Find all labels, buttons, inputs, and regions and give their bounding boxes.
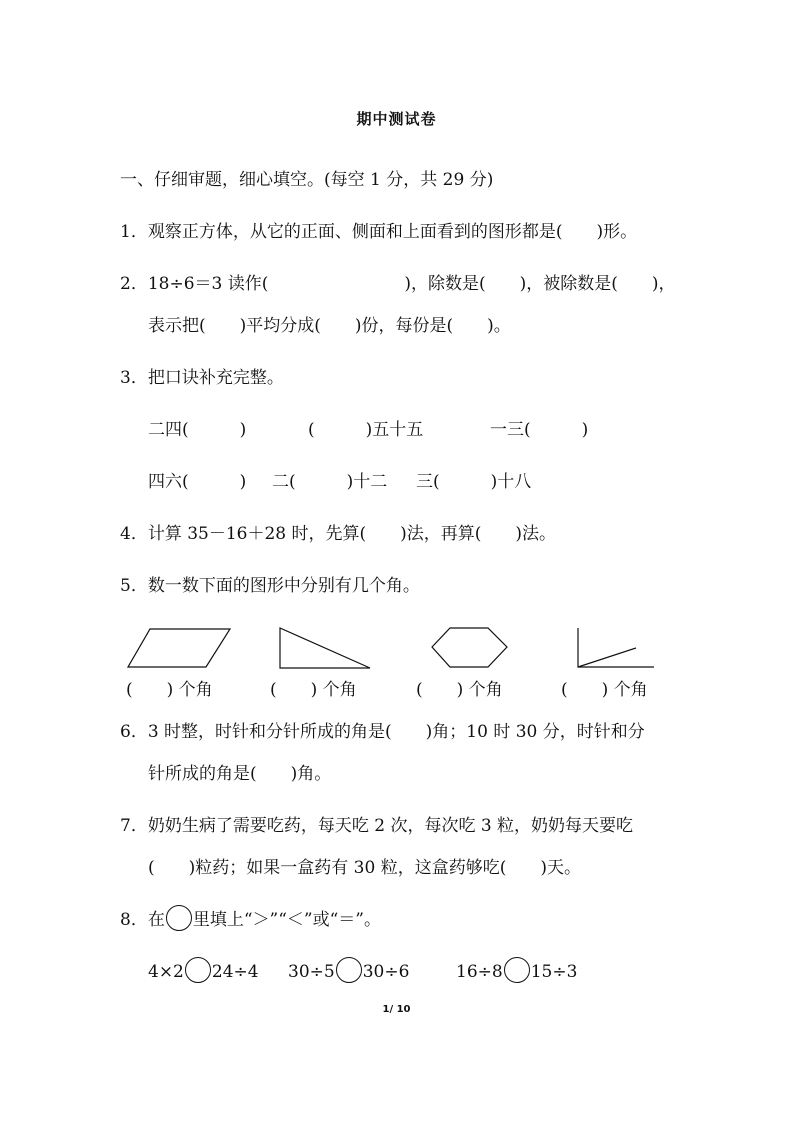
question-7-line-2: ( )粒药；如果一盒药有 30 粒，这盒药够吃( )天。: [148, 858, 581, 878]
compare-circle-1[interactable]: [185, 957, 211, 983]
angle-figure: [574, 626, 658, 670]
compare-circle-3[interactable]: [504, 957, 530, 983]
question-6-line-1: 6．3 时整，时针和分针所成的角是( )角；10 时 30 分，时针和分: [120, 722, 645, 742]
question-8: [120, 910, 381, 931]
q8-item-3: [456, 962, 577, 983]
q3-row1-item2: ( )五十五: [308, 420, 424, 440]
triangle-figure: [278, 626, 374, 670]
q8-item-3-left: 16÷8: [456, 962, 503, 982]
q3-row1-item1: 二四( ): [148, 420, 247, 440]
q8-item-3-right: 15÷3: [530, 962, 578, 982]
hexagon-figure: [430, 626, 510, 670]
question-5: 5．数一数下面的图形中分别有几个角。: [120, 576, 420, 596]
question-2-line-2: 表示把( )平均分成( )份，每份是( )。: [148, 316, 511, 336]
question-7-line-1: 7．奶奶生病了需要吃药，每天吃 2 次，每次吃 3 粒，奶奶每天要吃: [120, 816, 634, 836]
q8-suffix: 里填上“＞”“＜”或“＝”。: [192, 910, 381, 930]
q5-label-triangle: ( ) 个角: [270, 680, 357, 700]
q3-row2-item1: 四六( ): [148, 472, 247, 492]
question-1: 1．观察正方体，从它的正面、侧面和上面看到的图形都是( )形。: [120, 222, 638, 242]
q8-item-1-left: 4×2: [148, 962, 184, 982]
compare-circle-sample: [166, 905, 192, 931]
section-heading: 一、仔细审题，细心填空。(每空 1 分，共 29 分): [120, 170, 494, 190]
question-6-line-2: 针所成的角是( )角。: [148, 764, 332, 784]
question-2-line-1: 2．18÷6＝3 读作( )，除数是( )，被除数是( )，: [120, 274, 676, 294]
q8-item-2: [288, 962, 409, 983]
q8-item-1-right: 24÷4: [211, 962, 259, 982]
q8-item-2-left: 30÷5: [288, 962, 335, 982]
q8-prefix: 8．在: [120, 910, 165, 930]
q5-label-hexagon: ( ) 个角: [416, 680, 503, 700]
page-number: 1/ 10: [382, 1004, 411, 1015]
parallelogram-figure: [126, 627, 232, 669]
q3-row2-item2: 二( )十二: [272, 472, 388, 492]
q3-row1-item3: 一三( ): [490, 420, 589, 440]
question-4: 4．计算 35－16＋28 时，先算( )法，再算( )法。: [120, 524, 557, 544]
q8-item-2-right: 30÷6: [362, 962, 410, 982]
q3-row2-item3: 三( )十八: [416, 472, 532, 492]
q5-label-angle: ( ) 个角: [561, 680, 648, 700]
q5-label-parallelogram: ( ) 个角: [126, 680, 213, 700]
page-title: 期中测试卷: [356, 110, 437, 128]
q8-item-1: [148, 962, 259, 983]
compare-circle-2[interactable]: [336, 957, 362, 983]
question-3: 3．把口诀补充完整。: [120, 368, 284, 388]
